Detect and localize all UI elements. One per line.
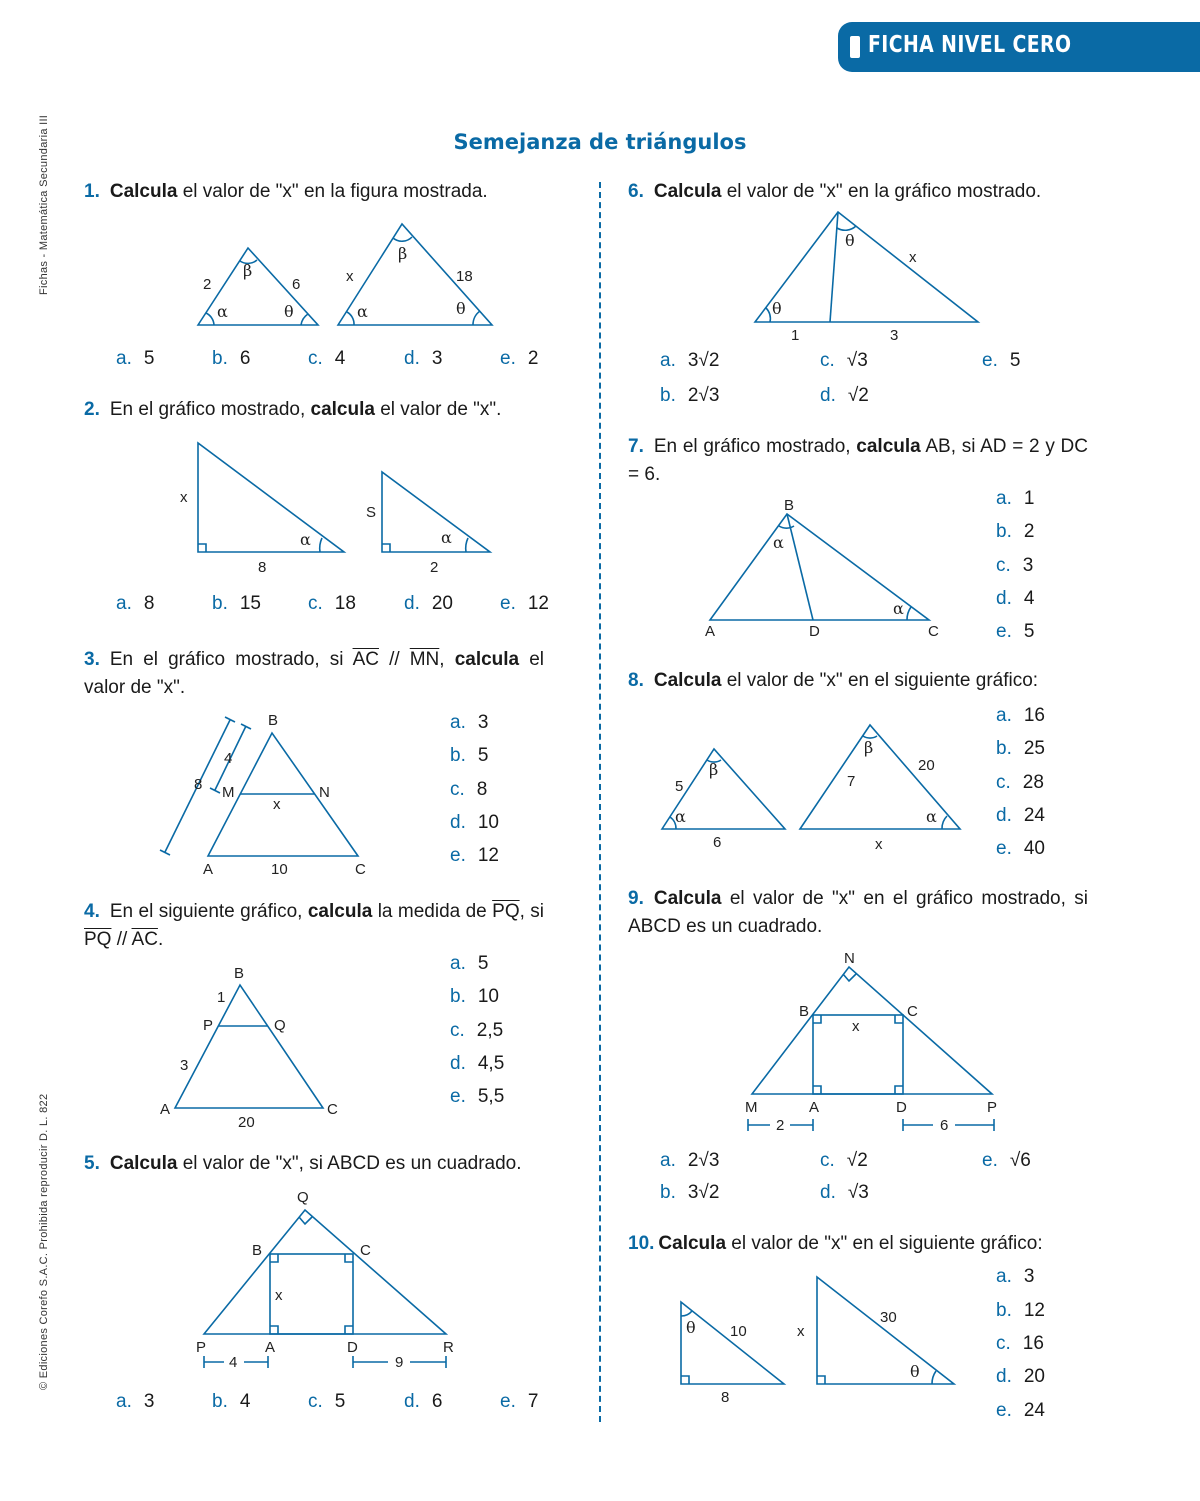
q9-option: e. √6 [982,1150,1031,1171]
svg-text:θ: θ [845,231,855,250]
svg-text:9: 9 [395,1354,404,1371]
svg-text:B: B [268,712,279,729]
q1-option: d. 3 [404,348,443,369]
svg-text:6: 6 [292,276,301,293]
q4-option: e. 5,5 [450,1086,505,1107]
svg-text:C: C [907,1003,918,1020]
svg-text:P: P [196,1339,207,1356]
svg-text:5: 5 [675,778,684,795]
q3-option: d. 10 [450,812,499,833]
svg-text:B: B [252,1242,263,1259]
svg-text:D: D [809,623,820,640]
svg-text:θ: θ [772,299,782,318]
figure-1 [198,224,492,325]
q5-option: e. 7 [500,1391,539,1412]
svg-text:C: C [327,1101,338,1118]
svg-text:α: α [441,528,452,547]
q5-option: d. 6 [404,1391,443,1412]
question-2: 2. En el gráfico mostrado, calcula el valor de "x". [84,399,502,420]
svg-text:β: β [398,244,408,263]
svg-text:N: N [844,950,855,967]
figure-6 [755,212,978,344]
fig2-triangle-right [382,472,490,552]
q9-option: c. √2 [820,1150,868,1171]
q4-option: c. 2,5 [450,1020,504,1041]
q9-option: b. 3√2 [660,1182,720,1203]
q2-option: e. 12 [500,593,549,614]
svg-text:4: 4 [229,1354,238,1371]
figure-2 [180,443,490,576]
figure-7 [705,497,939,640]
svg-text:R: R [443,1339,454,1356]
q3-option: c. 8 [450,779,488,800]
svg-text:α: α [893,599,904,618]
q7-option: e. 5 [996,621,1035,642]
fig2-triangle-left [198,443,344,552]
svg-text:18: 18 [456,268,473,285]
q8-option: d. 24 [996,805,1045,826]
svg-text:2: 2 [430,559,439,576]
svg-text:1: 1 [791,327,800,344]
svg-text:2: 2 [203,276,212,293]
q2-option: a. 8 [116,593,155,614]
svg-text:B: B [234,965,245,982]
q9-option: a. 2√3 [660,1150,720,1171]
q1-option: e. 2 [500,348,539,369]
q10-option: d. 20 [996,1366,1045,1387]
q6-option: c. √3 [820,350,868,371]
svg-text:10: 10 [271,861,288,878]
question-5: 5. Calcula el valor de "x", si ABCD es un cuadrado. [84,1153,522,1174]
svg-text:A: A [203,861,214,878]
svg-text:x: x [180,489,188,506]
svg-text:θ: θ [910,1362,920,1381]
q8-option: e. 40 [996,838,1045,859]
svg-text:α: α [300,530,311,549]
question-7: 7. En el gráfico mostrado, calcula AB, si AD = 2 y DC = 6. [628,436,1089,485]
svg-text:x: x [273,796,281,813]
question-8: 8. Calcula el valor de "x" en el siguiente gráfico: [628,670,1039,691]
q7-option: a. 1 [996,488,1035,509]
q1-option: a. 5 [116,348,155,369]
q4-option: b. 10 [450,986,499,1007]
figure-10 [681,1277,954,1406]
svg-text:8: 8 [258,559,267,576]
q8-option: c. 28 [996,772,1044,793]
svg-text:30: 30 [880,1309,897,1326]
svg-text:1: 1 [217,989,226,1006]
svg-text:10: 10 [730,1323,747,1340]
page-title: Semejanza de triángulos [453,130,747,154]
figure-5 [196,1189,454,1371]
badge-label: FICHA NIVEL CERO [868,32,1072,58]
svg-text:C: C [360,1242,371,1259]
figure-8 [662,725,960,853]
svg-text:7: 7 [847,773,856,790]
svg-text:α: α [675,807,686,826]
svg-text:2: 2 [776,1117,785,1134]
svg-text:x: x [852,1018,860,1035]
svg-text:3: 3 [890,327,899,344]
svg-text:6: 6 [713,834,722,851]
q6-option: b. 2√3 [660,385,720,406]
svg-text:α: α [773,533,784,552]
svg-text:S: S [366,504,377,521]
q6-option: a. 3√2 [660,350,720,371]
svg-text:D: D [347,1339,358,1356]
svg-text:8: 8 [721,1389,730,1406]
question-1: 1. Calcula el valor de "x" en la figura mostrada. [84,181,488,202]
svg-text:D: D [896,1099,907,1116]
q4-option: d. 4,5 [450,1053,505,1074]
q10-option: c. 16 [996,1333,1044,1354]
q1-option: c. 4 [308,348,346,369]
figure-3 [160,712,366,878]
q5-option: c. 5 [308,1391,346,1412]
svg-text:x: x [346,268,354,285]
svg-text:α: α [217,302,228,321]
svg-text:A: A [705,623,716,640]
svg-text:β: β [864,738,874,757]
question-10: 10. Calcula el valor de "x" en el siguiente gráfico: [628,1233,1043,1254]
svg-text:β: β [709,760,719,779]
svg-text:B: B [784,497,795,514]
q10-option: b. 12 [996,1300,1045,1321]
q7-option: b. 2 [996,521,1035,542]
svg-text:β: β [243,261,253,280]
q10-option: e. 24 [996,1400,1045,1421]
svg-text:x: x [797,1323,805,1340]
svg-text:α: α [357,302,368,321]
figure-4 [160,965,338,1131]
svg-text:6: 6 [940,1117,949,1134]
svg-text:4: 4 [224,750,233,767]
q7-option: d. 4 [996,588,1035,609]
q1-option: b. 6 [212,348,251,369]
q7-option: c. 3 [996,555,1034,576]
q10-option: a. 3 [996,1266,1035,1287]
svg-text:B: B [799,1003,810,1020]
svg-text:A: A [265,1339,276,1356]
q5-option: a. 3 [116,1391,155,1412]
q9-option: d. √3 [820,1182,869,1203]
q2-option: b. 15 [212,593,261,614]
svg-text:A: A [160,1101,171,1118]
svg-text:Q: Q [297,1189,309,1206]
svg-text:α: α [926,807,937,826]
q6-option: e. 5 [982,350,1021,371]
sidebar-top-text: Fichas - Matemática Secundaria III [38,114,50,295]
svg-text:20: 20 [918,757,935,774]
q3-option: e. 12 [450,845,499,866]
q8-option: b. 25 [996,738,1045,759]
svg-text:C: C [355,861,366,878]
question-4: 4. En el siguiente gráfico, calcula la medida de $\overline{PQ}$, si $\overline{PQ} // \overline{AC}$. [84,901,544,950]
svg-text:P: P [203,1017,214,1034]
sidebar-bottom-text: © Ediciones Corefo S.A.C. Prohibida reproducir D. L. 822 [38,1093,50,1390]
svg-text:8: 8 [194,776,203,793]
q4-option: a. 5 [450,953,489,974]
question-3: 3. En el gráfico mostrado, si $\overline{AC} // \overline{MN}$, calcula el valor de "x". [84,649,545,698]
question-6: 6. Calcula el valor de "x" en la gráfico mostrado. [628,181,1042,202]
question-9: 9. Calcula el valor de "x" en el gráfico mostrado, si ABCD es un cuadrado. [628,888,1088,937]
svg-text:A: A [809,1099,820,1116]
q3-option: b. 5 [450,745,489,766]
svg-text:x: x [909,249,917,266]
svg-text:P: P [987,1099,998,1116]
svg-text:θ: θ [284,302,294,321]
q6-option: d. √2 [820,385,869,406]
svg-text:θ: θ [456,299,466,318]
svg-text:x: x [875,836,883,853]
q8-option: a. 16 [996,705,1045,726]
figure-9 [745,950,997,1134]
svg-text:20: 20 [238,1114,255,1131]
q3-option: a. 3 [450,712,489,733]
q2-option: d. 20 [404,593,453,614]
svg-text:N: N [319,784,330,801]
svg-text:x: x [275,1287,283,1304]
svg-text:M: M [222,784,235,801]
svg-text:M: M [745,1099,758,1116]
svg-text:Q: Q [274,1017,286,1034]
svg-text:θ: θ [686,1318,696,1337]
q5-option: b. 4 [212,1391,251,1412]
svg-text:C: C [928,623,939,640]
q2-option: c. 18 [308,593,356,614]
svg-text:3: 3 [180,1057,189,1074]
